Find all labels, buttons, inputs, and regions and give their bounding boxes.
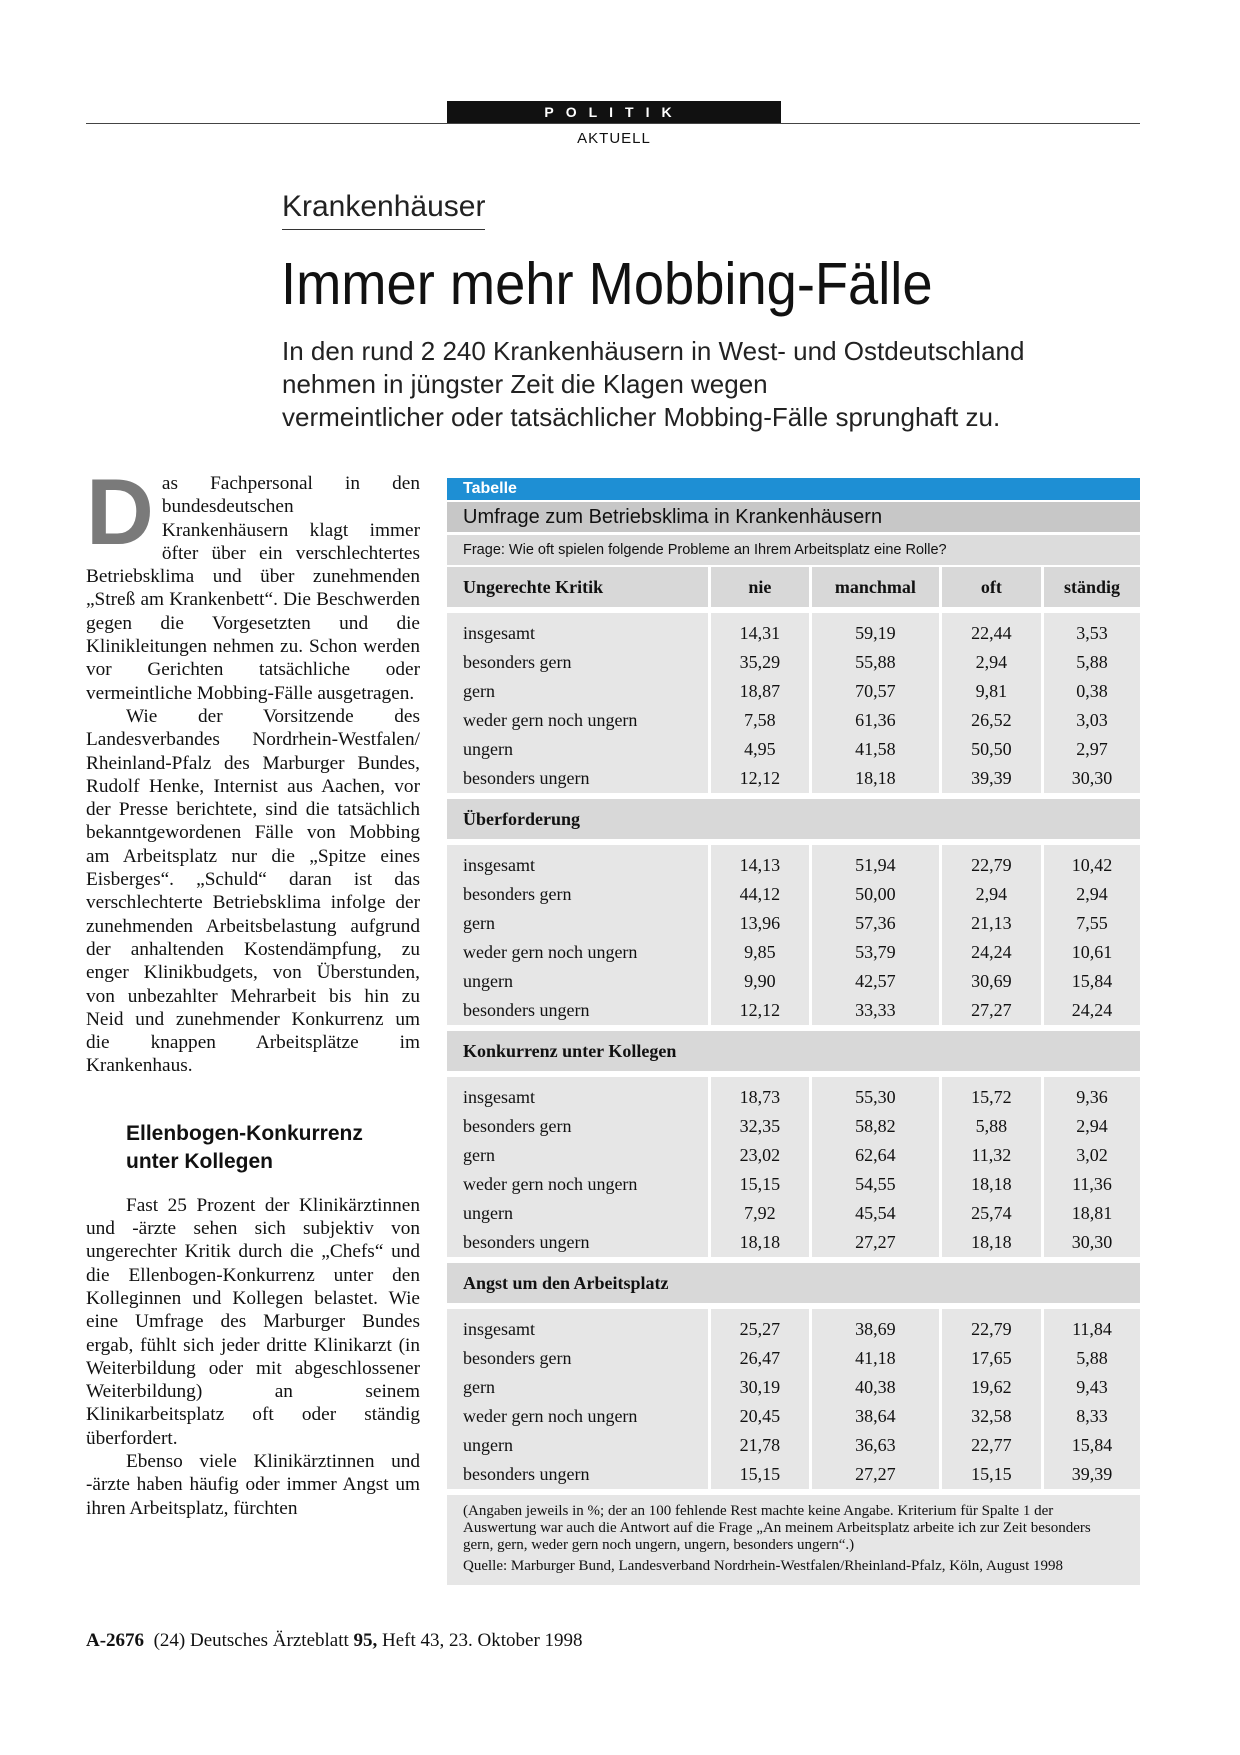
group-header-row bbox=[447, 799, 1140, 839]
table-cell: 14,13 bbox=[708, 845, 809, 880]
table-title: Umfrage zum Betriebsklima in Krankenhäusern bbox=[447, 502, 1140, 532]
table-cell: 12,12 bbox=[708, 764, 809, 793]
table-cell: 27,27 bbox=[939, 996, 1041, 1025]
table-cell: 18,18 bbox=[939, 1228, 1041, 1257]
group-header-fill bbox=[708, 1263, 1140, 1303]
table-row bbox=[447, 1402, 1140, 1431]
table-cell: 50,50 bbox=[939, 735, 1041, 764]
table-cell: 50,00 bbox=[809, 880, 939, 909]
group-header-row bbox=[447, 1031, 1140, 1071]
table-cell: 0,38 bbox=[1041, 677, 1140, 706]
row-label: weder gern noch ungern bbox=[447, 1402, 708, 1431]
table-cell: 39,39 bbox=[1041, 1460, 1140, 1489]
page-footer bbox=[86, 1630, 583, 1652]
column-header: ständig bbox=[1041, 567, 1140, 607]
row-label: insgesamt bbox=[447, 613, 708, 648]
table-cell: 7,58 bbox=[708, 706, 809, 735]
table-cell: 3,53 bbox=[1041, 613, 1140, 648]
table-cell: 15,72 bbox=[939, 1077, 1041, 1112]
table-cell: 70,57 bbox=[809, 677, 939, 706]
section-label: POLITIK bbox=[447, 101, 781, 123]
table-cell: 12,12 bbox=[708, 996, 809, 1025]
table-cell: 25,74 bbox=[939, 1199, 1041, 1228]
table-cell: 10,61 bbox=[1041, 938, 1140, 967]
row-label: gern bbox=[447, 1373, 708, 1402]
table-row bbox=[447, 1431, 1140, 1460]
table-cell: 15,15 bbox=[708, 1460, 809, 1489]
table-cell: 22,44 bbox=[939, 613, 1041, 648]
row-label: besonders ungern bbox=[447, 1460, 708, 1489]
table-cell: 11,32 bbox=[939, 1141, 1041, 1170]
table-cell: 15,15 bbox=[939, 1460, 1041, 1489]
table-cell: 3,03 bbox=[1041, 706, 1140, 735]
table-cell: 27,27 bbox=[809, 1228, 939, 1257]
table-cell: 15,15 bbox=[708, 1170, 809, 1199]
table-row bbox=[447, 1344, 1140, 1373]
table-cell: 18,18 bbox=[939, 1170, 1041, 1199]
survey-table-box bbox=[447, 478, 1140, 1585]
table-cell: 23,02 bbox=[708, 1141, 809, 1170]
table-row bbox=[447, 1373, 1140, 1402]
table-cell: 4,95 bbox=[708, 735, 809, 764]
table-cell: 30,19 bbox=[708, 1373, 809, 1402]
table-row bbox=[447, 706, 1140, 735]
paragraph: Ebenso viele Klinikärztinnen und -ärzte haben häufig oder immer Angst um ihren Arbeitsplatz, fürchten bbox=[86, 1450, 420, 1519]
table-row bbox=[447, 677, 1140, 706]
table-cell: 26,47 bbox=[708, 1344, 809, 1373]
table-cell: 55,30 bbox=[809, 1077, 939, 1112]
article-headline: Immer mehr Mobbing-Fälle bbox=[281, 251, 933, 317]
table-cell: 3,02 bbox=[1041, 1141, 1140, 1170]
group-title: Konkurrenz unter Kollegen bbox=[447, 1031, 708, 1071]
group-header-fill bbox=[708, 799, 1140, 839]
row-label: gern bbox=[447, 677, 708, 706]
article-kicker: Krankenhäuser bbox=[282, 190, 485, 230]
table-row bbox=[447, 845, 1140, 880]
table-cell: 21,78 bbox=[708, 1431, 809, 1460]
article-lead bbox=[282, 335, 1102, 434]
table-cell: 5,88 bbox=[939, 1112, 1041, 1141]
table-cell: 26,52 bbox=[939, 706, 1041, 735]
table-source: Quelle: Marburger Bund, Landesverband Nordrhein-Westfalen/Rheinland-Pfalz, Köln, August 1998 bbox=[463, 1558, 1064, 1574]
table-cell: 17,65 bbox=[939, 1344, 1041, 1373]
row-label: insgesamt bbox=[447, 1309, 708, 1344]
row-label: ungern bbox=[447, 1431, 708, 1460]
table-cell: 42,57 bbox=[809, 967, 939, 996]
table-cell: 21,13 bbox=[939, 909, 1041, 938]
lead-line: In den rund 2 240 Krankenhäusern in West- und Ostdeutschland bbox=[282, 336, 1025, 366]
footnote-text: (Angaben jeweils in %; der an 100 fehlende Rest machte keine Angabe. Kriterium für Spalte 1 der Auswertung war auch die Antwort auf die Frage „An meinem Arbeitsplatz arbeite ich zur Zeit besonders gern, gern, weder gern noch ungern, ungern, besonders ungern“.) bbox=[463, 1503, 1091, 1553]
table-tag: Tabelle bbox=[447, 478, 1140, 500]
table-row bbox=[447, 735, 1140, 764]
table-cell: 54,55 bbox=[809, 1170, 939, 1199]
row-label: besonders gern bbox=[447, 880, 708, 909]
table-cell: 30,30 bbox=[1041, 1228, 1140, 1257]
table-cell: 30,69 bbox=[939, 967, 1041, 996]
table-cell: 9,90 bbox=[708, 967, 809, 996]
table-cell: 22,79 bbox=[939, 845, 1041, 880]
table-cell: 24,24 bbox=[939, 938, 1041, 967]
row-label: besonders gern bbox=[447, 648, 708, 677]
table-row bbox=[447, 996, 1140, 1025]
table-row bbox=[447, 1309, 1140, 1344]
header-rule bbox=[86, 123, 1140, 124]
row-label: gern bbox=[447, 1141, 708, 1170]
group-title: Ungerechte Kritik bbox=[447, 567, 708, 607]
table-cell: 7,92 bbox=[708, 1199, 809, 1228]
table-footnote bbox=[447, 1495, 1140, 1585]
table-cell: 36,63 bbox=[809, 1431, 939, 1460]
table-cell: 5,88 bbox=[1041, 648, 1140, 677]
row-label: weder gern noch ungern bbox=[447, 938, 708, 967]
table-cell: 62,64 bbox=[809, 1141, 939, 1170]
row-label: insgesamt bbox=[447, 1077, 708, 1112]
row-label: weder gern noch ungern bbox=[447, 706, 708, 735]
table-cell: 25,27 bbox=[708, 1309, 809, 1344]
table-row bbox=[447, 648, 1140, 677]
table-cell: 8,33 bbox=[1041, 1402, 1140, 1431]
paragraph: Wie der Vorsitzende des Landesverbandes Nordrhein-Westfalen/ Rheinland-Pfalz des Marburger Bundes, Rudolf Henke, Internist aus Aachen, vor der Presse berichtete, sind die tatsächlich bekanntgewordenen Fälle von Mobbing am Arbeitsplatz nur die „Spitze eines Eisberges“. „Schuld“ daran ist das verschlechterte Betriebsklima infolge der zunehmenden Arbeitsbelastung aufgrund der anhaltenden Kostendämpfung, zu enger Klinikbudgets, von Überstunden, von unbezahlter Mehrarbeit bis hin zu Neid und zunehmender Konkurrenz um die knappen Arbeitsplätze im Krankenhaus. bbox=[86, 705, 420, 1077]
page-local-number: (24) bbox=[153, 1630, 186, 1651]
paragraph-text: as Fachpersonal in den bundesdeutschen Krankenhäusern klagt immer öfter über ein verschlechtertes Betriebsklima und über zunehmenden „Streß am Krankenbett“. Die Beschwerden gegen die Vorgesetzten und die Klinikleitungen nehmen zu. Schon werden vor Gerichten tatsächliche oder vermeintliche Mobbing-Fälle ausgetragen. bbox=[86, 473, 420, 704]
row-label: ungern bbox=[447, 735, 708, 764]
table-cell: 32,35 bbox=[708, 1112, 809, 1141]
row-label: besonders gern bbox=[447, 1112, 708, 1141]
table-row bbox=[447, 938, 1140, 967]
table-cell: 15,84 bbox=[1041, 1431, 1140, 1460]
column-header: manchmal bbox=[809, 567, 939, 607]
table-cell: 2,94 bbox=[1041, 880, 1140, 909]
table-cell: 22,79 bbox=[939, 1309, 1041, 1344]
survey-table bbox=[447, 567, 1140, 1489]
table-cell: 14,31 bbox=[708, 613, 809, 648]
table-cell: 15,84 bbox=[1041, 967, 1140, 996]
table-row bbox=[447, 1170, 1140, 1199]
table-cell: 19,62 bbox=[939, 1373, 1041, 1402]
table-cell: 20,45 bbox=[708, 1402, 809, 1431]
table-cell: 18,18 bbox=[809, 764, 939, 793]
table-cell: 10,42 bbox=[1041, 845, 1140, 880]
table-cell: 45,54 bbox=[809, 1199, 939, 1228]
table-body bbox=[447, 567, 1140, 1489]
table-cell: 18,73 bbox=[708, 1077, 809, 1112]
table-row bbox=[447, 880, 1140, 909]
table-cell: 9,43 bbox=[1041, 1373, 1140, 1402]
table-cell: 59,19 bbox=[809, 613, 939, 648]
row-label: ungern bbox=[447, 1199, 708, 1228]
table-question: Frage: Wie oft spielen folgende Probleme an Ihrem Arbeitsplatz eine Rolle? bbox=[447, 535, 1140, 565]
table-cell: 30,30 bbox=[1041, 764, 1140, 793]
table-cell: 9,85 bbox=[708, 938, 809, 967]
table-cell: 57,36 bbox=[809, 909, 939, 938]
article-subhead: Ellenbogen-Konkurrenz unter Kollegen bbox=[126, 1121, 363, 1173]
paragraph: Fast 25 Prozent der Klinikärztinnen und -ärzte sehen sich subjektiv von ungerechter Kritik durch die „Chefs“ und die Ellenbogen-Konkurrenz unter den Kolleginnen und Kollegen belastet. Wie eine Umfrage des Marburger Bundes ergab, fühlt sich jeder dritte Klinikarzt (in Weiterbildung oder mit abgeschlossener Weiterbildung) an seinem Klinikarbeitsplatz oft oder ständig überfordert. bbox=[86, 1194, 420, 1449]
row-label: besonders ungern bbox=[447, 1228, 708, 1257]
article-body bbox=[86, 459, 420, 1520]
table-cell: 38,64 bbox=[809, 1402, 939, 1431]
journal-name: Deutsches Ärzteblatt bbox=[189, 1630, 349, 1651]
table-cell: 32,58 bbox=[939, 1402, 1041, 1431]
table-cell: 5,88 bbox=[1041, 1344, 1140, 1373]
column-header: oft bbox=[939, 567, 1041, 607]
journal-issue: Heft 43, 23. Oktober 1998 bbox=[382, 1630, 583, 1651]
table-row bbox=[447, 1199, 1140, 1228]
table-cell: 33,33 bbox=[809, 996, 939, 1025]
table-row bbox=[447, 1460, 1140, 1489]
table-row bbox=[447, 764, 1140, 793]
table-cell: 9,36 bbox=[1041, 1077, 1140, 1112]
column-header: nie bbox=[708, 567, 809, 607]
table-row bbox=[447, 1228, 1140, 1257]
table-cell: 55,88 bbox=[809, 648, 939, 677]
table-row bbox=[447, 1112, 1140, 1141]
table-cell: 13,96 bbox=[708, 909, 809, 938]
table-cell: 2,94 bbox=[939, 648, 1041, 677]
table-cell: 51,94 bbox=[809, 845, 939, 880]
table-cell: 44,12 bbox=[708, 880, 809, 909]
table-cell: 24,24 bbox=[1041, 996, 1140, 1025]
table-cell: 41,18 bbox=[809, 1344, 939, 1373]
table-cell: 40,38 bbox=[809, 1373, 939, 1402]
table-cell: 18,18 bbox=[708, 1228, 809, 1257]
group-header-row bbox=[447, 1263, 1140, 1303]
lead-line: vermeintlicher oder tatsächlicher Mobbing-Fälle sprunghaft zu. bbox=[282, 402, 1001, 432]
row-label: weder gern noch ungern bbox=[447, 1170, 708, 1199]
table-cell: 18,87 bbox=[708, 677, 809, 706]
table-cell: 27,27 bbox=[809, 1460, 939, 1489]
table-row bbox=[447, 1077, 1140, 1112]
table-cell: 22,77 bbox=[939, 1431, 1041, 1460]
table-cell: 38,69 bbox=[809, 1309, 939, 1344]
row-label: besonders gern bbox=[447, 1344, 708, 1373]
group-title: Angst um den Arbeitsplatz bbox=[447, 1263, 708, 1303]
table-cell: 53,79 bbox=[809, 938, 939, 967]
subsection-label: AKTUELL bbox=[577, 130, 651, 147]
table-cell: 2,97 bbox=[1041, 735, 1140, 764]
row-label: besonders ungern bbox=[447, 996, 708, 1025]
row-label: gern bbox=[447, 909, 708, 938]
row-label: ungern bbox=[447, 967, 708, 996]
table-cell: 58,82 bbox=[809, 1112, 939, 1141]
table-cell: 18,81 bbox=[1041, 1199, 1140, 1228]
drop-cap: D bbox=[86, 459, 154, 564]
table-cell: 11,36 bbox=[1041, 1170, 1140, 1199]
table-cell: 41,58 bbox=[809, 735, 939, 764]
group-header-fill bbox=[708, 1031, 1140, 1071]
table-cell: 61,36 bbox=[809, 706, 939, 735]
row-label: insgesamt bbox=[447, 845, 708, 880]
table-cell: 9,81 bbox=[939, 677, 1041, 706]
table-cell: 35,29 bbox=[708, 648, 809, 677]
table-cell: 7,55 bbox=[1041, 909, 1140, 938]
table-row bbox=[447, 1141, 1140, 1170]
page-number: A-2676 bbox=[86, 1630, 145, 1651]
lead-line: nehmen in jüngster Zeit die Klagen wegen bbox=[282, 369, 768, 399]
table-row bbox=[447, 613, 1140, 648]
row-label: besonders ungern bbox=[447, 764, 708, 793]
journal-volume: 95, bbox=[353, 1630, 378, 1651]
group-title: Überforderung bbox=[447, 799, 708, 839]
table-cell: 39,39 bbox=[939, 764, 1041, 793]
paragraph bbox=[86, 459, 420, 705]
table-cell: 2,94 bbox=[1041, 1112, 1140, 1141]
group-header-row bbox=[447, 567, 1140, 607]
table-row bbox=[447, 909, 1140, 938]
table-row bbox=[447, 967, 1140, 996]
table-cell: 2,94 bbox=[939, 880, 1041, 909]
table-cell: 11,84 bbox=[1041, 1309, 1140, 1344]
